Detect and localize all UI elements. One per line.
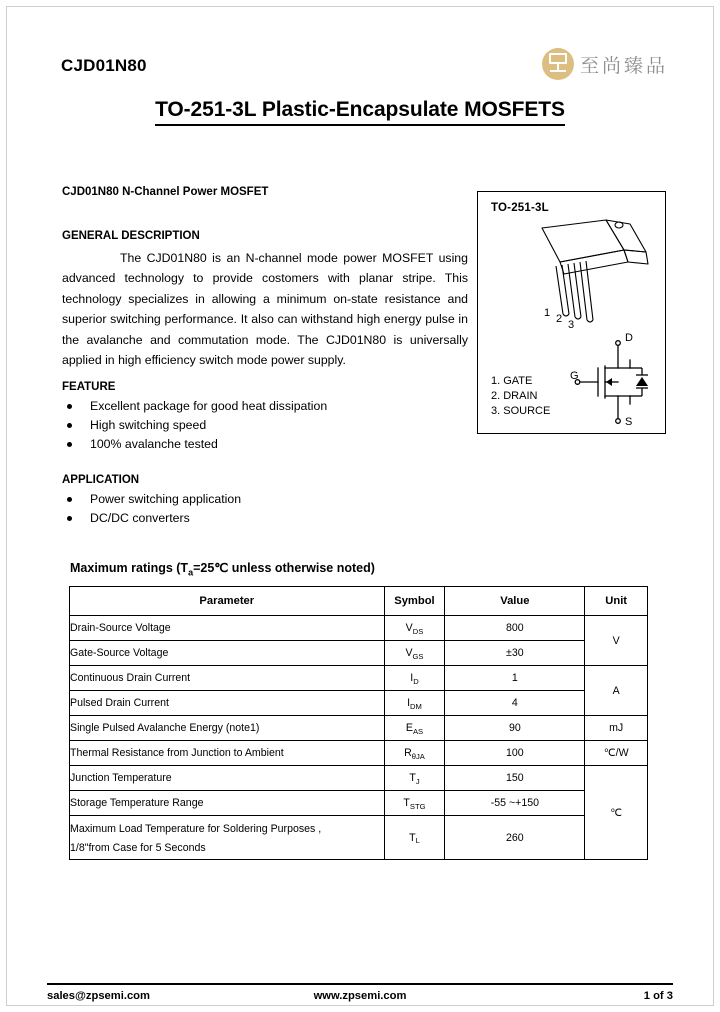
bullet-icon xyxy=(67,423,72,428)
table-row xyxy=(70,641,648,666)
list-item-label: High switching speed xyxy=(90,418,207,432)
terminal-label-drain: D xyxy=(625,332,633,344)
general-description-text: The CJD01N80 is an N-channel mode power MOSFET using advanced technology to provide costomers with planar stripe. This technology specializes in allowing a minimum on-state resistance and superior switching performance. It also can withstand high energy pulse in the avalanche and commutation mode. The CJD01N80 is universally applied in high efficiency switch mode power supply. xyxy=(62,251,468,368)
cell-parameter: Storage Temperature Range xyxy=(70,791,385,816)
cell-parameter-line1: Maximum Load Temperature for Soldering Purposes , xyxy=(70,822,322,835)
pin-1-label: 1. GATE xyxy=(491,375,533,387)
application-list xyxy=(62,490,241,528)
table-row xyxy=(70,766,648,791)
feature-heading: FEATURE xyxy=(62,381,116,393)
cell-value: 4 xyxy=(445,691,585,716)
cell-parameter: Continuous Drain Current xyxy=(70,666,385,691)
table-caption-prefix: Maximum ratings (T xyxy=(70,561,189,575)
cell-unit: ℃ xyxy=(585,766,648,860)
page-title xyxy=(0,98,720,122)
table-body xyxy=(70,616,648,860)
footer-page-number: 1 of 3 xyxy=(643,990,673,1002)
cell-symbol: $T_L$ xyxy=(384,816,445,860)
cell-symbol: $R_{\theta JA}$ xyxy=(384,741,445,766)
package-diagram-box xyxy=(477,191,666,434)
mosfet-schematic-symbol xyxy=(570,330,665,432)
list-item xyxy=(62,397,327,416)
cell-unit: ℃/W xyxy=(585,741,648,766)
cell-symbol: $E_{AS}$ xyxy=(384,716,445,741)
cell-unit: V xyxy=(585,616,648,666)
bullet-icon xyxy=(67,497,72,502)
terminal-label-gate: G xyxy=(570,370,579,382)
table-caption-sub: a xyxy=(188,567,194,578)
table-row xyxy=(70,741,648,766)
table-caption-suffix: =25℃ unless otherwise noted) xyxy=(193,561,375,575)
cell-parameter: Gate-Source Voltage xyxy=(70,641,385,666)
table-row xyxy=(70,666,648,691)
bullet-icon xyxy=(67,404,72,409)
list-item-label: Excellent package for good heat dissipation xyxy=(90,399,328,413)
logo-text: 至尚臻品 xyxy=(580,54,669,77)
maximum-ratings-table xyxy=(69,586,648,860)
list-item xyxy=(62,435,327,454)
footer-divider xyxy=(47,983,673,985)
cell-value: 100 xyxy=(445,741,585,766)
table-row xyxy=(70,791,648,816)
page-title-text: TO-251-3L Plastic-Encapsulate MOSFETS xyxy=(155,98,565,126)
logo-mark-icon xyxy=(542,48,574,80)
package-outline-drawing xyxy=(506,210,666,330)
cell-value: 260 xyxy=(445,816,585,860)
bullet-icon xyxy=(67,442,72,447)
table-row xyxy=(70,716,648,741)
cell-value: 90 xyxy=(445,716,585,741)
cell-value: 800 xyxy=(445,616,585,641)
package-title: TO-251-3L xyxy=(491,202,549,214)
cell-symbol: $T_J$ xyxy=(384,766,445,791)
cell-symbol: $I_{DM}$ xyxy=(384,691,445,716)
table-caption xyxy=(70,560,375,578)
list-item-label: DC/DC converters xyxy=(90,511,190,525)
cell-parameter: Thermal Resistance from Junction to Ambient xyxy=(70,741,385,766)
application-heading: APPLICATION xyxy=(62,474,140,486)
cell-symbol: $T_{STG}$ xyxy=(384,791,445,816)
cell-value: ±30 xyxy=(445,641,585,666)
company-logo xyxy=(542,42,667,86)
feature-list xyxy=(62,397,327,454)
bullet-icon xyxy=(67,516,72,521)
pin-2-label: 2. DRAIN xyxy=(491,390,538,402)
cell-unit: A xyxy=(585,666,648,716)
cell-parameter: Pulsed Drain Current xyxy=(70,691,385,716)
pin-number-1: 1 xyxy=(544,307,551,319)
general-description-heading: GENERAL DESCRIPTION xyxy=(62,230,200,242)
cell-symbol: $I_D$ xyxy=(384,666,445,691)
column-header-value: Value xyxy=(445,587,585,616)
part-number: CJD01N80 xyxy=(61,56,147,75)
list-item xyxy=(62,490,241,509)
product-subtitle: CJD01N80 N-Channel Power MOSFET xyxy=(62,186,269,198)
cell-value: 1 xyxy=(445,666,585,691)
list-item-label: Power switching application xyxy=(90,492,242,506)
terminal-label-source: S xyxy=(625,416,633,428)
list-item xyxy=(62,509,241,528)
pin-number-3: 3 xyxy=(568,319,575,330)
list-item-label: 100% avalanche tested xyxy=(90,437,218,451)
footer-email[interactable]: sales@zpsemi.com xyxy=(47,990,150,1002)
list-item xyxy=(62,416,327,435)
footer-website[interactable]: www.zpsemi.com xyxy=(313,990,407,1002)
column-header-symbol: Symbol xyxy=(384,587,445,616)
pin-assignment-list xyxy=(491,374,550,419)
cell-parameter: Drain-Source Voltage xyxy=(70,616,385,641)
pin-3-label: 3. SOURCE xyxy=(491,405,551,417)
table-row xyxy=(70,816,648,860)
page-footer xyxy=(47,990,673,1006)
cell-symbol: $V_{DS}$ xyxy=(384,616,445,641)
cell-parameter-line2: 1/8"from Case for 5 Seconds xyxy=(70,841,206,854)
column-header-unit: Unit xyxy=(585,587,648,616)
pin-number-2: 2 xyxy=(556,313,563,325)
cell-parameter: Single Pulsed Avalanche Energy (note1) xyxy=(70,716,385,741)
cell-parameter xyxy=(70,816,385,860)
cell-symbol: $V_{GS}$ xyxy=(384,641,445,666)
cell-unit: mJ xyxy=(585,716,648,741)
cell-value: -55 ~+150 xyxy=(445,791,585,816)
cell-value: 150 xyxy=(445,766,585,791)
cell-parameter: Junction Temperature xyxy=(70,766,385,791)
table-header-row xyxy=(70,587,648,616)
table-row xyxy=(70,691,648,716)
column-header-parameter: Parameter xyxy=(70,587,385,616)
table-row xyxy=(70,616,648,641)
